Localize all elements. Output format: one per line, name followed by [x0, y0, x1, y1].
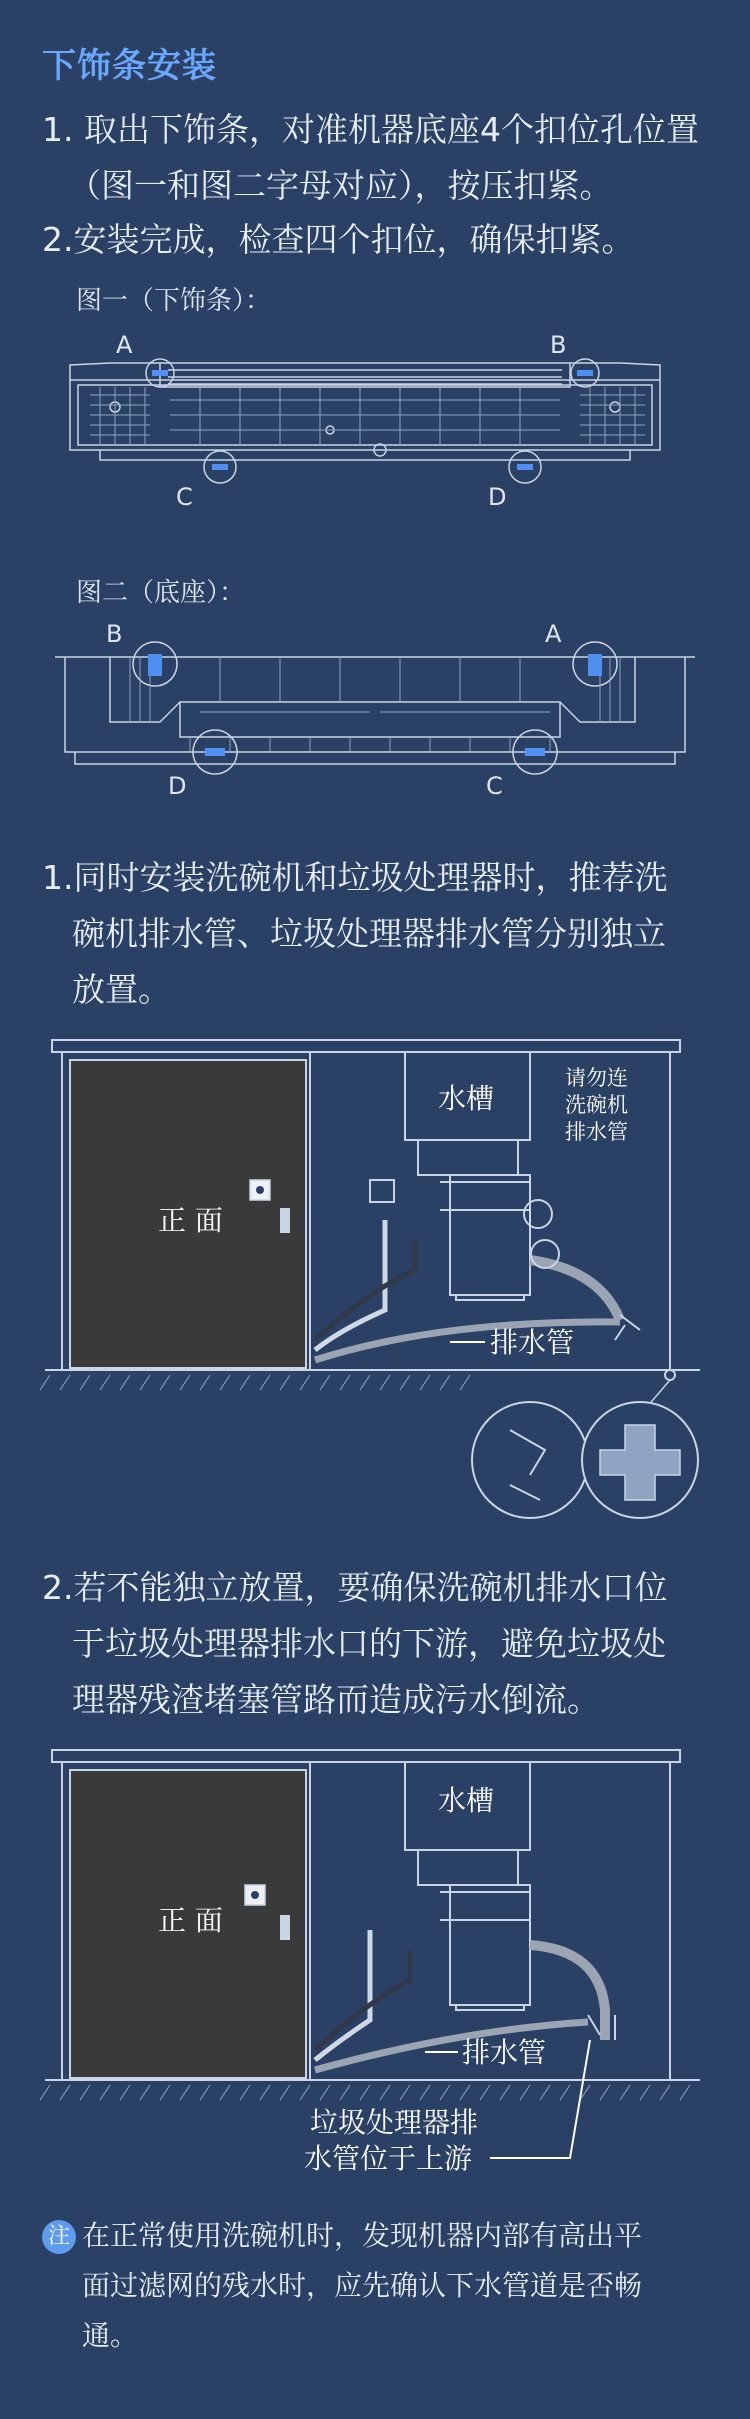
step-2-line: 2.安装完成，检查四个扣位，确保扣紧。: [42, 220, 635, 259]
note-line-2: 面过滤网的残水时，应先确认下水管道是否畅: [82, 2269, 643, 2302]
sink-label-2: 水槽: [438, 1784, 495, 1817]
fig2-label-b: B: [106, 620, 123, 648]
drain-pipe-label: 排水管: [490, 1326, 575, 1359]
upstream-label-line-2: 水管位于上游: [304, 2142, 473, 2175]
note-badge: 注: [42, 2220, 76, 2254]
installation-diagram-separate-drains: [40, 1030, 710, 1530]
section-title: 下饰条安装: [42, 46, 217, 86]
step-1-line-1: 1. 取出下饰条，对准机器底座4个扣位孔位置: [42, 110, 699, 149]
note-text-1: 在正常使用洗碗机时，发现机器内部有高出平: [82, 2219, 643, 2252]
step-1-line-2: （图一和图二字母对应），按压扣紧。: [68, 166, 613, 205]
installation-diagram-upstream: [40, 1740, 710, 2190]
step-c-line-2: 于垃圾处理器排水口的下游，避免垃圾处: [72, 1624, 666, 1663]
fig2-label-a: A: [545, 620, 562, 648]
step-c-line-1: 2.若不能独立放置，要确保洗碗机排水口位: [42, 1568, 668, 1607]
front-label-2: 正 面: [158, 1904, 223, 1937]
figure-2-base-diagram: [50, 612, 700, 802]
drain-pipe-label-2: 排水管: [462, 2036, 547, 2069]
note-line-1: [42, 2212, 642, 2260]
fig1-label-c: C: [176, 483, 193, 511]
fig1-label-b: B: [550, 331, 567, 359]
warning-line-2: 洗碗机: [565, 1093, 628, 1117]
figure-1-caption: 图一（下饰条）：: [76, 286, 272, 316]
front-label: 正 面: [158, 1204, 223, 1237]
step-b-line-2: 碗机排水管、垃圾处理器排水管分别独立: [72, 914, 666, 953]
upstream-label-line-1: 垃圾处理器排: [310, 2106, 479, 2139]
figure-2-caption: 图二（底座）：: [76, 578, 246, 608]
note-line-3: 通。: [82, 2319, 139, 2352]
sink-label: 水槽: [438, 1082, 495, 1115]
warning-line-1: 请勿连: [565, 1066, 628, 1090]
fig1-label-a: A: [116, 331, 133, 359]
fig2-label-c: C: [486, 772, 503, 800]
step-b-line-3: 放置。: [72, 970, 171, 1009]
warning-line-3: 排水管: [565, 1120, 628, 1144]
step-c-line-3: 理器残渣堵塞管路而造成污水倒流。: [72, 1680, 600, 1719]
fig1-label-d: D: [488, 483, 507, 511]
fig2-label-d: D: [168, 772, 187, 800]
step-b-line-1: 1.同时安装洗碗机和垃圾处理器时，推荐洗: [42, 858, 668, 897]
figure-1-bottom-trim-diagram: [60, 325, 680, 515]
